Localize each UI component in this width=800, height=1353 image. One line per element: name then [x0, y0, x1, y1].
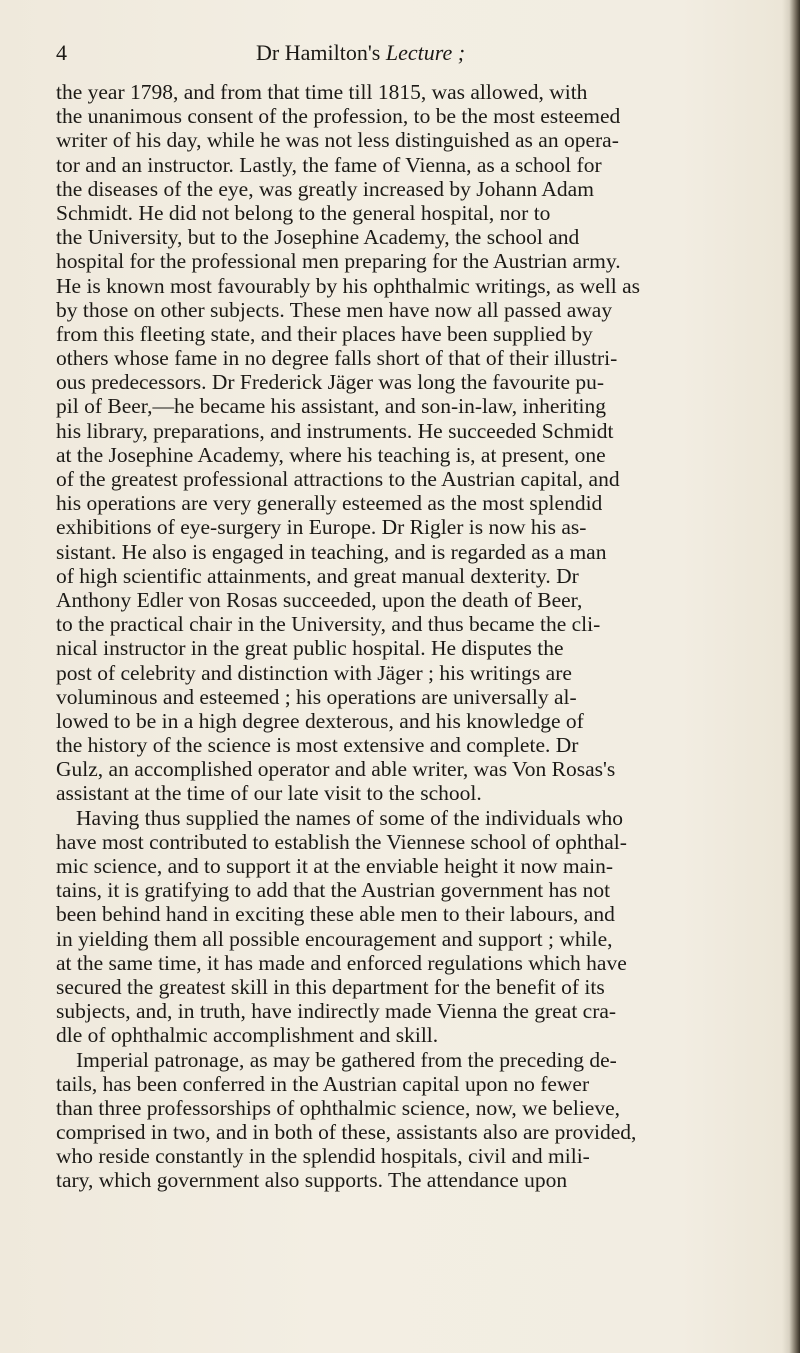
- text-line: who reside constantly in the splendid hospitals, civil and mili-: [56, 1144, 590, 1169]
- text-line: subjects, and, in truth, have indirectly made Vienna the great cra-: [56, 999, 617, 1024]
- text-line: the unanimous consent of the profession, to be the most esteemed: [56, 104, 621, 129]
- text-line: his operations are very generally esteemed as the most splendid: [56, 491, 603, 516]
- text-line: nical instructor in the great public hospital. He disputes the: [56, 636, 564, 661]
- running-title: [256, 40, 465, 66]
- text-line: writer of his day, while he was not less distinguished as an opera-: [56, 128, 619, 153]
- text-line: secured the greatest skill in this department for the benefit of its: [56, 974, 605, 999]
- running-header: [56, 40, 756, 70]
- text-line: pil of Beer,—he became his assistant, and son-in-law, inheriting: [56, 394, 607, 419]
- text-line: assistant at the time of our late visit to the school.: [56, 781, 482, 806]
- text-line: of the greatest professional attractions to the Austrian capital, and: [56, 467, 620, 491]
- text-line: mic science, and to support it at the enviable height it now main-: [56, 854, 614, 878]
- text-line: Having thus supplied the names of some of the individuals who: [76, 805, 623, 830]
- text-line: the University, but to the Josephine Academy, the school and: [56, 225, 580, 250]
- text-line: at the Josephine Academy, where his teaching is, at present, one: [56, 442, 606, 467]
- text-line: others whose fame in no degree falls short of that of their illustri-: [56, 346, 618, 371]
- text-line: the history of the science is most extensive and complete. Dr: [56, 733, 579, 758]
- page-edge-shadow: [782, 0, 800, 1353]
- text-line: hospital for the professional men preparing for the Austrian army.: [56, 249, 621, 274]
- text-line: ous predecessors. Dr Frederick Jäger was long the favourite pu-: [56, 370, 605, 395]
- text-line: have most contributed to establish the Viennese school of ophthal-: [56, 829, 627, 854]
- body-text: [56, 80, 776, 1193]
- text-line: tains, it is gratifying to add that the Austrian government has not: [56, 878, 611, 903]
- text-line: in yielding them all possible encouragement and support ; while,: [56, 926, 613, 951]
- text-line: by those on other subjects. These men have now all passed away: [56, 297, 613, 322]
- text-line: at the same time, it has made and enforced regulations which have: [56, 950, 627, 975]
- text-line: Imperial patronage, as may be gathered from the preceding de-: [76, 1047, 617, 1072]
- text-line: He is known most favourably by his ophthalmic writings, as well as: [56, 273, 641, 298]
- text-line: tary, which government also supports. The attendance upon: [56, 1168, 568, 1193]
- text-line: Anthony Edler von Rosas succeeded, upon the death of Beer,: [56, 587, 583, 612]
- text-line: to the practical chair in the University, and thus became the cli-: [56, 612, 601, 637]
- text-line: his library, preparations, and instruments. He succeeded Schmidt: [56, 418, 614, 443]
- page-number: 4: [56, 40, 67, 65]
- text-line: sistant. He also is engaged in teaching, and is regarded as a man: [56, 539, 607, 564]
- text-line: exhibitions of eye-surgery in Europe. Dr Rigler is now his as-: [56, 515, 587, 540]
- text-line: comprised in two, and in both of these, assistants also are provided,: [56, 1120, 637, 1145]
- text-line: lowed to be in a high degree dexterous, and his knowledge of: [56, 708, 584, 733]
- running-title-italic: Lecture ;: [385, 40, 466, 65]
- text-line: Gulz, an accomplished operator and able writer, was Von Rosas's: [56, 757, 616, 782]
- text-line: been behind hand in exciting these able men to their labours, and: [56, 902, 615, 927]
- text-line: tor and an instructor. Lastly, the fame of Vienna, as a school for: [56, 152, 602, 177]
- text-line: the year 1798, and from that time till 1815, was allowed, with: [56, 80, 588, 104]
- text-line: dle of ophthalmic accomplishment and skill.: [56, 1023, 439, 1048]
- text-line: the diseases of the eye, was greatly increased by Johann Adam: [56, 176, 594, 201]
- text-line: than three professorships of ophthalmic science, now, we believe,: [56, 1095, 620, 1120]
- text-line: post of celebrity and distinction with Jäger ; his writings are: [56, 660, 572, 685]
- text-line: from this fleeting state, and their places have been supplied by: [56, 321, 593, 346]
- running-title-text: Dr Hamilton's: [256, 40, 386, 65]
- text-line: of high scientific attainments, and great manual dexterity. Dr: [56, 563, 579, 588]
- text-line: voluminous and esteemed ; his operations are universally al-: [56, 684, 577, 709]
- text-line: tails, has been conferred in the Austrian capital upon no fewer: [56, 1071, 590, 1096]
- text-line: Schmidt. He did not belong to the general hospital, nor to: [56, 200, 551, 225]
